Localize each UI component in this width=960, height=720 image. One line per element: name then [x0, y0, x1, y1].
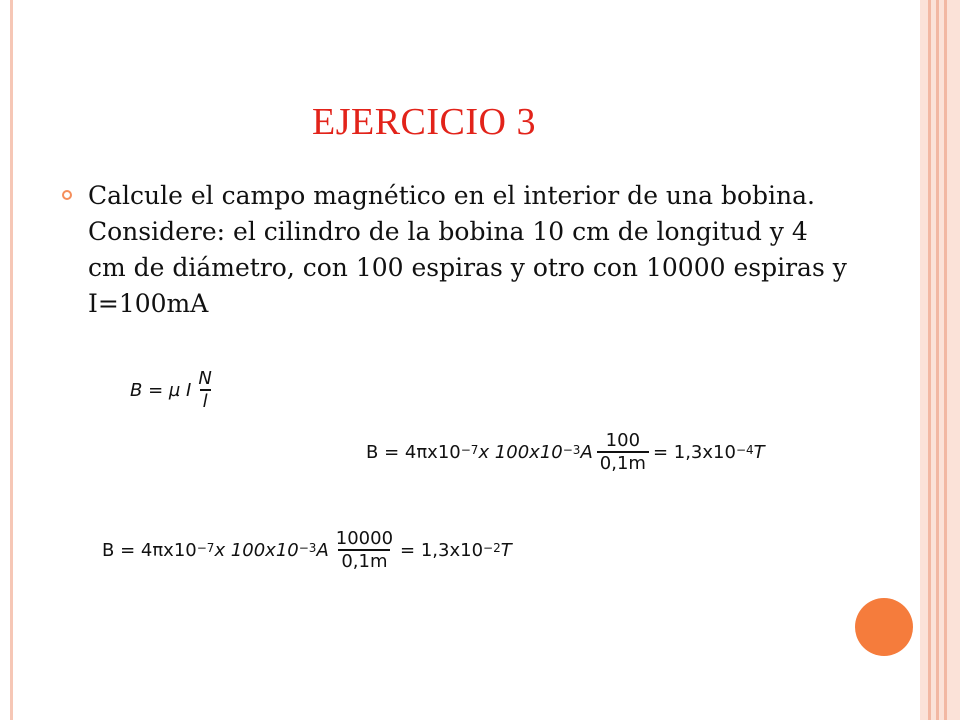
- exercise-text: Calcule el campo magnético en el interior de una bobina. Considere: el cilindro de la bobina 10 cm de longitud y 4 cm de diámetro, con 100 espiras y otro con 10000 espiras y I=100mA: [88, 181, 847, 318]
- bullet-icon: [62, 190, 72, 200]
- formula-general: [130, 368, 219, 412]
- eq-term: B = 4πx10: [102, 539, 197, 561]
- eq-term: x 100x10: [214, 539, 299, 561]
- eq-unit: A: [316, 539, 329, 561]
- eq-result: = 1,3x10: [400, 539, 484, 561]
- eq-exponent: −7: [460, 443, 479, 457]
- fraction: [597, 430, 649, 474]
- fraction-denominator: 0,1m: [338, 549, 390, 572]
- eq-exponent: −4: [735, 443, 754, 457]
- fraction-numerator: 100: [605, 430, 641, 451]
- left-border: [10, 0, 13, 720]
- eq-exponent: −2: [483, 541, 501, 555]
- slide-title: EJERCICIO 3: [312, 101, 536, 143]
- fraction-denominator: 0,1m: [597, 451, 649, 474]
- fraction-numerator: 10000: [335, 528, 394, 549]
- formula-lhs: B = µ I: [130, 379, 192, 401]
- equation-100-espiras: [366, 430, 765, 474]
- border-stripe: [944, 0, 947, 720]
- eq-term: B = 4πx10: [366, 441, 461, 463]
- fraction-numerator: N: [198, 368, 212, 389]
- border-stripe: [936, 0, 939, 720]
- equation-10000-espiras: [102, 528, 512, 572]
- eq-term: x 100x10: [478, 441, 563, 463]
- eq-exponent: −3: [298, 541, 317, 555]
- eq-unit: A: [580, 441, 593, 463]
- eq-exponent: −3: [562, 443, 581, 457]
- right-border: [920, 0, 960, 720]
- eq-unit: T: [500, 539, 512, 561]
- decorative-circle: [855, 598, 913, 656]
- eq-unit: T: [753, 441, 765, 463]
- fraction: [195, 368, 214, 412]
- border-stripe: [928, 0, 931, 720]
- fraction: [333, 528, 396, 572]
- fraction-denominator: l: [200, 389, 211, 412]
- eq-exponent: −7: [196, 541, 215, 555]
- eq-result: = 1,3x10: [652, 441, 736, 463]
